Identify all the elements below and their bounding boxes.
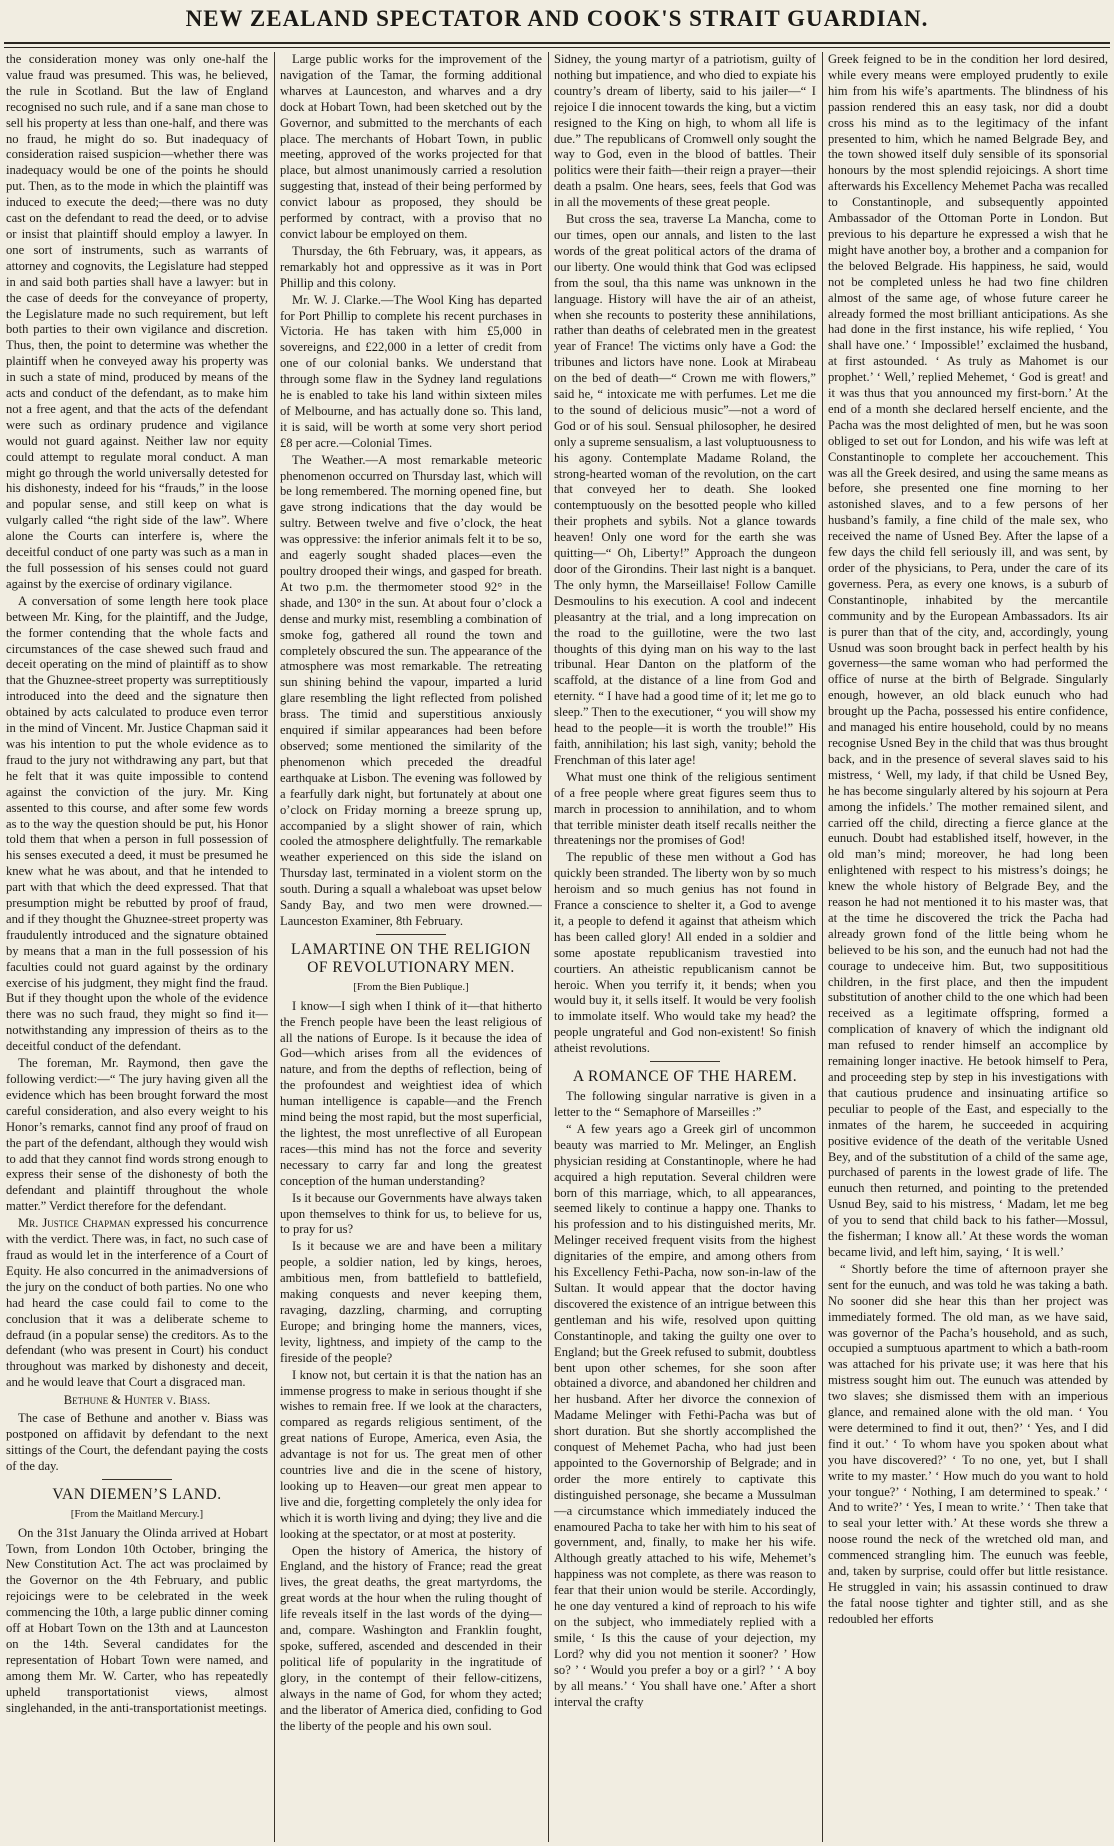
section-divider	[376, 934, 446, 935]
paragraph	[6, 1216, 268, 1391]
paragraph: The case of Bethune and another v. Biass was postponed on affidavit by defendant to the next sittings of the Court, the defendant paying the costs of the day.	[6, 1411, 268, 1473]
paragraph: The foreman, Mr. Raymond, then gave the following verdict:—“ The jury having given all the evidence which has been brought forward the most careful consideration, and also every weight to his Honor’s remarks, cannot find any proof of fraud on the part of the defendant, although they would wish to add that they cannot find words strong enough to express their sense of the dishonesty of both the defendant and plaintiff throughout the whole matter.” Verdict therefore for the defendant.	[6, 1056, 268, 1214]
column-divider	[548, 52, 549, 1842]
paragraph: The Weather.—A most remarkable meteoric phenomenon occurred on Thursday last, which will be long remembered. The morning opened fine, but gave strong indications that the day would be sultry. Between twelve and five o’clock, the heat was oppressive: the inferior animals felt it to be so, and eagerly sought shaded places—even the poultry drooped their wings, and gasped for breath. At two p.m. the thermometer stood 92° in the shade, and 130° in the sun. At about four o’clock a dense and murky mist, resembling a combination of smoke fog, gathered all round the town and completely obscured the sun. The appearance of the atmosphere was most remarkable. The retreating sun shining behind the vapour, imparted a lurid glare resembling the light reflected from polished brass. The timid and superstitious anxiously enquired if similar appearances had been before observed; some mentioned the similarity of the phenomenon which preceded the dreadful earthquake at Lisbon. The evening was followed by a fearfully dark night, but fortunately at about one o’clock on Friday morning a breeze sprung up, accompanied by a slight shower of rain, which cooled the atmosphere delightfully. The remarkable weather experienced on this side the island on Thursday last, terminated in a violent storm on the south. During a squall a whaleboat was upset below Sandy Bay, and two men were drowned.—Launceston Examiner, 8th February.	[280, 452, 542, 928]
paragraph: Is it because we are and have been a military people, a soldier nation, led by kings, heroes, ambitious men, from battlefield to battlefield, making conquests and never keeping them, ravaging, dazzling, charming, and corrupting Europe; and bringing home the manners, vices, levity, lightness, and impiety of the camp to the fireside of the people?	[280, 1239, 542, 1365]
columns	[6, 52, 1110, 1842]
section-divider	[102, 1479, 172, 1480]
masthead-rule-bottom	[4, 47, 1110, 48]
paragraph: Sidney, the young martyr of a patriotism, guilty of nothing but impatience, and who died to expiate his country’s dream of liberty, said to his jailer—“ I rejoice I die innocent towards the king, but a victim resigned to the King on high, to whom all life is due.” The republicans of Cromwell only sought the way to God, even in the blood of battles. Their politics were their faith—their reign a prayer—their death a psalm. One hears, sees, feels that God was in all the movements of these great people.	[554, 52, 816, 210]
paragraph: A conversation of some length here took place between Mr. King, for the plaintiff, and the Judge, the former contending that the whole facts and circumstances of the case shewed such fraud and deceit operating on the mind of plaintiff as to show that the Ghuznee-street property was surreptitiously introduced into the deed and the signature then obtained by acts calculated to produce even terror in the mind of Vincent. Mr. Justice Chapman said it was his intention to put the whole evidence as to fraud to the jury not withdrawing any part, but that he felt that it was quite impossible to contend against the conviction of the jury. Mr. King assented to this course, and after some few words as to the way the question should be put, his Honor told them that when a person in full possession of his senses executed a deed, it must be presumed he knew what he was about, and that he intended to part with that which the deed expressed. That that presumption might be rebutted by proof of fraud, and if they thought the Ghuznee-street property was fraudulently introduced and the signature obtained by means that a man in the full possession of his faculties could not guard against by the ordinary exercise of his judgment, they might find the fraud. But if they thought upon the whole of the evidence there was no such fraud, they might so find it—notwithstanding any impression of theirs as to the deceitful conduct of the defendant.	[6, 593, 268, 1054]
paragraph: On the 31st January the Olinda arrived at Hobart Town, from London 10th October, bringing the New Constitution Act. The act was proclaimed by the Governor on the 4th February, and public rejoicings were to be celebrated in the week commencing the 10th, a large public dinner coming off at Hobart Town on the 13th and at Launceston on the 14th. Several candidates for the representation of Hobart Town were named, and among them Mr. W. Carter, who has repeatedly upheld transportationist views, almost singlehanded, in the anti-transportationist meetings.	[6, 1525, 268, 1715]
paragraph: Thursday, the 6th February, was, it appears, as remarkably hot and oppressive as it was in Port Phillip and this colony.	[280, 243, 542, 290]
paragraph: I know—I sigh when I think of it—that hitherto the French people have been the least religious of all the nations of Europe. Is it because the idea of God—which arises from all the evidences of nature, and from the depths of reflection, being of the profoundest and weightiest idea of which human intelligence is capable—and the French mind being the most rapid, but the most superficial, the lightest, the most unreflective of all European races—this mind has not the force and severity necessary to carry far and long the greatest conception of the human understanding?	[280, 998, 542, 1188]
masthead-title: NEW ZEALAND SPECTATOR AND COOK'S STRAIT GUARDIAN.	[185, 6, 929, 31]
paragraph: Is it because our Governments have always taken upon themselves to think for us, to believe for us, to pray for us?	[280, 1190, 542, 1237]
column-1	[6, 52, 268, 1842]
column-divider	[822, 52, 823, 1842]
paragraph: “ Shortly before the time of afternoon prayer she sent for the eunuch, and was told he was taking a bath. No sooner did she hear this than her project was immediately formed. The old man, as we have said, was governor of the Pacha’s household, and as such, occupied a sumptuous apartment to which a bath-room was attached for his private use; it was here that his mistress sought him out. The eunuch was attended by two slaves; she dismissed them with an imperious glance, and remained alone with the old man. ‘ You were determined to find it out, then?’ ‘ Yes, and I did find it out.’ ‘ To whom have you spoken about what you have discovered?’ ‘ To no one, yet, but I shall write to my master.’ ‘ How much do you want to hold your tongue?’ ‘ Nothing, I am determined to speak.’ ‘ And to write?’ ‘ Yes, I mean to write.’ ‘ Then take that to seal your letter with.’ At these words she threw a noose round the neck of the wretched old man, and commenced strangling him. The eunuch was feeble, and, taken by surprise, could offer but little resistance. He struggled in vain; his assassin continued to draw the fatal noose tighter and tighter still, and as she redoubled her efforts	[828, 1261, 1108, 1626]
paragraph: What must one think of the religious sentiment of a free people where great figures seem thus to march in procession to annihilation, and to whom that terrible minister death itself recalls neither the threatenings nor the promises of God!	[554, 769, 816, 848]
paragraph: the consideration money was only one-half the value fraud was presumed. This was, he believed, the rule in Scotland. But the law of England recognised no such rule, and if a sane man chose to sell his property at less than one-half, and there was no fraud, he might do so. But inadequacy of consideration raised suspicion—whether there was inadequacy would be one of the points he should put. Then, as to the mode in which the plaintiff was induced to execute the deed;—there was no duty cast on the defendant to read the deed, or to advise or insist that plaintiff should employ a lawyer. In one sort of instruments, such as warrants of attorney and cognovits, the Legislature had stepped in and said both parties shall have a lawyer: but in the case of deeds for the conveyance of property, the Legislature made no such requirement, but left both parties to their own vigilance and discretion. Thus, then, the point to determine was whether the plaintiff when he conveyed away his property was in such a state of mind, produced by means of the acts and conduct of the defendant, as to make him not a free agent, and that the acts of the defendant were such as ordinary prudence and vigilance would not guard against. Neither law nor equity could attempt to regulate moral conduct. A man might go through the world universally detested for his dishonesty, indeed for his “frauds,” in the loose and popular sense, and still keep on what is vulgarly called “the right side of the law”. Where alone the Courts can interfere is, where the deceitful conduct of one party was such as a man in the full possession of his senses could not guard against by the exercise of ordinary vigilance.	[6, 52, 268, 591]
section-heading-lamartine: LAMARTINE ON THE RELIGION OF REVOLUTIONARY MEN.	[291, 940, 531, 976]
source-credit: [From the Maitland Mercury.]	[70, 1507, 204, 1520]
paragraph: “ A few years ago a Greek girl of uncommon beauty was married to Mr. Melinger, an English physician residing at Constantinople, where he had acquired a high reputation. Several children were born of this marriage, which, to all appearances, seemed likely to continue a happy one. Thanks to his profession and to his distinguished merits, Mr. Melinger received frequent visits from the highest dignitaries of the empire, and among others from his Excellency Fethi-Pacha, now son-in-law of the Sultan. It would appear that the doctor having discovered the existence of an intrigue between this gentleman and his wife, resolved upon quitting Constantinople, and taking the guilty one over to England; but the Greek refused to submit, doubtless bent upon other schemes, for she soon after obtained a divorce, and abandoned her children and her husband. After her divorce the connexion of Madame Melinger with Fethi-Pacha was but of short duration. But she shortly accomplished the conquest of Mehemet Pacha, who had just been appointed to the Governorship of Belgrade; and in order the more entirely to captivate this distinguished personage, she became a Mussulman—a circumstance which immediately induced the enamoured Pacha to take her with him to his seat of government, and, finally, to make her his wife. Although greatly attached to his wife, Mehemet’s happiness was not complete, as there was reason to fear that their union would be sterile. Accordingly, he one day ventured a kind of reproach to his wife on the subject, who immediately replied with a smile, ‘ Is this the cause of your dejection, my Lord? why did you not mention it sooner? ’ How so? ’ ‘ Would you prefer a boy or a girl? ’ ‘ A boy by all means.’ ‘ You shall have one.’ After a short interval the crafty	[554, 1121, 816, 1709]
paragraph: Large public works for the improvement of the navigation of the Tamar, the forming additional wharves at Launceston, and wharves and a dry dock at Hobart Town, had been sketched out by the Governor, and submitted to the merchants of each place. The merchants of Hobart Town, in public meeting, approved of the works projected for that place, but almost unanimously carried a resolution suggesting that, instead of their being performed by convict labour as proposed, they should be performed by contract, with a proviso that no convict labour be employed on them.	[280, 52, 542, 241]
paragraph: The republic of these men without a God has quickly been stranded. The liberty won by so much heroism and so much genius has not found in France a conscience to shelter it, a God to avenge it, a people to defend it against that atheism which has been called glory! All ended in a soldier and some apostate republicanism travestied into courtiers. An atheistic republicanism cannot be heroic. When you terrify it, it bends; when you would buy it, it sells itself. It would be very foolish to immolate itself. Who would take my head? the people ungrateful and God non-existent! So finish atheist revolutions.	[554, 850, 816, 1056]
case-title: Bethune & Hunter v. Biass.	[63, 1393, 211, 1408]
column-2	[280, 52, 542, 1842]
column-divider	[274, 52, 275, 1842]
paragraph: I know not, but certain it is that the nation has an immense progress to make in serious thought if she wishes to remain free. If we look at the characters, compared as regards religious sentiment, of the great nations of Europe, America, even Asia, the advantage is not for us. The great men of other countries live and die in the scene of history, looking up to Heaven—our great men appear to live and die, forgetting completely the only idea for which it is worth living and dying; they live and die looking at the spectator, or at most at posterity.	[280, 1367, 542, 1541]
section-divider	[650, 1061, 720, 1062]
section-heading-romance-of-the-harem: A ROMANCE OF THE HAREM.	[572, 1068, 798, 1086]
paragraph: The following singular narrative is given in a letter to the “ Semaphore of Marseilles :”	[554, 1089, 816, 1119]
source-credit: [From the Bien Publique.]	[353, 980, 469, 993]
paragraph: Mr. W. J. Clarke.—The Wool King has departed for Port Phillip to complete his recent purchases in Victoria. He has taken with him £5,000 in sovereigns, and £22,000 in a letter of credit from one of our colonial banks. We understand that through some flaw in the Sydney land regulations he is enabled to take his land within sixteen miles of Melbourne, and has actually done so. This land, it is said, will be worth at some very short period £8 per acre.—Colonial Times.	[280, 292, 542, 450]
section-heading-van-diemens-land: VAN DIEMEN’S LAND.	[52, 1485, 222, 1503]
paragraph: Greek feigned to be in the condition her lord desired, while every means were employed prudently to exile him from his wife’s apartments. The blindness of his passion rendered this an easy task, nor did a doubt cross his mind as to the legitimacy of the infant presented to him, which he named Belgrade Bey, and the town showed itself duly sensible of its sponsorial honours by the most splendid rejoicings. A short time afterwards his Excellency Mehemet Pacha was recalled to Constantinople, and subsequently appointed Ambassador of the Ottoman Porte in London. But previous to his departure he expressed a wish that he might have another boy, a brother and a companion for the beloved Belgrade. His happiness, he said, would not be completed unless he had two fine children almost of the same age, of whose future career he already formed the most brilliant anticipations. As she had done in the first instance, his wife replied, ‘ You shall have one.’ ‘ Impossible!’ exclaimed the husband, at first astounded. ‘ As truly as Mahomet is our prophet.’ ‘ Well,’ replied Mehemet, ‘ God is great! and it was thus that you announced my first-born.’ At the end of a month she declared herself enciente, and the Pacha was the most delighted of men, but he was soon obliged to set out for London, and his wife was left at Constantinople to complete her accouchement. This was all the Greek desired, and using the same means as before, she presented one fine morning to her astonished slaves, and to a few persons of her husband’s family, a fine child of the male sex, who received the name of Usned Bey. After the lapse of a few days the child fell seriously ill, and was sent, by order of the physicians, to Pera, under the care of its governess. Pera, as every one knows, is a suburb of Constantinople, inhabited by the mercantile community and by the European Ambassadors. Its air is purer than that of the city, and, accordingly, young Usnud was soon brought back in perfect health by his governess—the same woman who had performed the office of nurse at the birth of Belgrade. Singularly enough, however, an old black eunuch who had brought up the Pacha, possessed his entire confidence, and managed his entire household, could by no means recognise Usned Bey in the child that was thus brought back, and in the presence of several slaves said to his mistress, ‘ Well, my lady, if that child be Usned Bey, he has become singularly altered by his sojourn at Pera among the infidels.’ The mother remained silent, and carried off the child, directing a fierce glance at the eunuch. Doubt had established itself, however, in the old man’s mind; moreover, he had long been enlightened with respect to his mistress’s doings; he knew the whole history of Belgrade Bey, and the reason he had not mentioned it to his master was, that at the time he discovered the trick the Pacha had already grown fond of the little being whom he believed to be his son, and the eunuch had not had the courage to undeceive him. But, two supposititious children, in the first place, and then the impudent substitution of another child to the one which had been received as a legitimate offspring, formed a complication of knavery of which the indignant old man refused to render himself an accomplice by remaining longer inactive. He betook himself to Pera, and proceeding step by step in his investigations with that cautious prudence and insinuating artifice so peculiar to people of the East, and especially to the inmates of the harem, he succeeded in acquiring positive evidence of the death of the veritable Usned Bey, and of the substitution of a child of the same age, purchased of parents in the lowest grade of life. The eunuch then returned, and pointing to the pretended Usnud Bey, said to his mistress, ‘ Madam, let me beg of you to send that child back to his father—Mossul, the fisherman; I know all.’ At these words the woman became livid, and left him, saying, ‘ It is well.’	[828, 52, 1108, 1259]
paragraph-lead: Mr. Justice Chapman	[18, 1216, 131, 1231]
column-3	[554, 52, 816, 1842]
paragraph: Open the history of America, the history of England, and the history of France; read the great lives, the great deaths, the great martyrdoms, the great words at the hour when the ruling thought of life reveals itself in the last words of the dying—and, compare. Washington and Franklin fought, spoke, suffered, ascended and descended in their political life of popularity in the ingratitude of glory, in the contempt of their fellow-citizens, always in the name of God, for whom they acted; and the liberator of America died, confiding to God the liberty of the people and his own soul.	[280, 1543, 542, 1733]
paragraph: But cross the sea, traverse La Mancha, come to our times, open our annals, and listen to the last words of the great political actors of the drama of our liberty. One would think that God was eclipsed from the soul, tha this name was unknown in the language. History will have the air of an atheist, when she recounts to posterity these annihilations, rather than deaths of celebrated men in the greatest year of France! The victims only have a God: the tribunes and lictors have none. Look at Mirabeau on the bed of death—“ Crown me with flowers,” said he, “ intoxicate me with perfumes. Let me die to the sound of delicious music”—not a word of God or of his soul. Sensual philosopher, he desired only a supreme sensualism, a last voluptuousness to his agony. Contemplate Madame Roland, the strong-hearted woman of the revolution, on the cart that conveyed her to death. She looked contemptuously on the besotted people who killed their prophets and sybils. Not a glance towards heaven! Only one word for the earth she was quitting—“ Oh, Liberty!” Approach the dungeon door of the Girondins. Their last night is a banquet. The only hymn, the Marseillaise! Follow Camille Desmoulins to his execution. A cool and indecent pleasantry at the trial, and a long imprecation on the road to the guillotine, were the two last thoughts of this dying man on his way to the last tribunal. Hear Danton on the platform of the scaffold, at the distance of a line from God and eternity. “ I have had a good time of it; let me go to sleep.” Then to the executioner, “ you will show my head to the people—it is worth the trouble!” His faith, annihilation; his last sigh, vanity; behold the Frenchman of this later age!	[554, 212, 816, 767]
column-4	[828, 52, 1108, 1842]
paragraph-text: expressed his concurrence with the verdict. There was, in fact, no such case of fraud as would let in the interference of a Court of Equity. He also concurred in the animadversions of the jury on the conduct of both parties. No one who had heard the case could fail to come to the conclusion that it was a deliberate scheme to defraud (in a popular sense) the creditors. As to the defendant (who was present in Court) his conduct throughout was marked by dishonesty and deceit, and he would leave that Court a disgraced man.	[6, 1216, 268, 1390]
masthead-rule-top	[4, 42, 1110, 44]
